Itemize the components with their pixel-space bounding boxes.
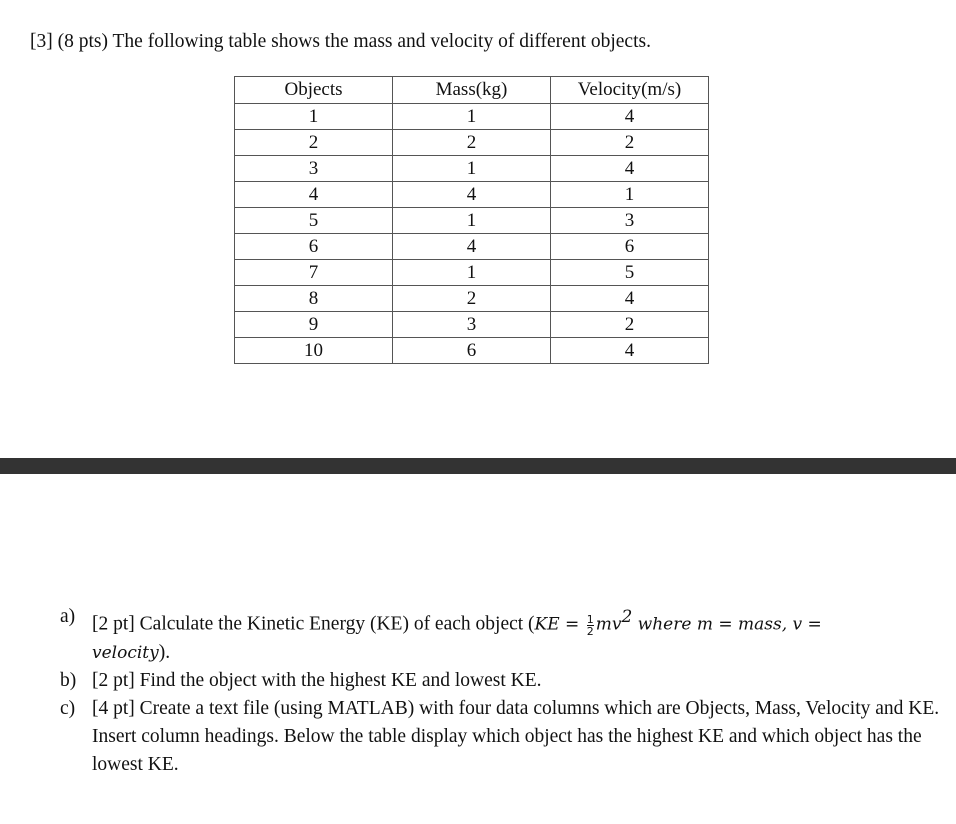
cell-object: 1 [235, 104, 393, 130]
header-velocity: Velocity(m/s) [551, 77, 709, 104]
cell-mass: 4 [393, 182, 551, 208]
cell-velocity: 4 [551, 104, 709, 130]
ke-formula-lhs: KE = [534, 614, 585, 635]
section-divider [0, 458, 956, 474]
cell-mass: 1 [393, 156, 551, 182]
table-row [235, 338, 709, 364]
cell-velocity: 4 [551, 286, 709, 312]
table-row [235, 286, 709, 312]
task-c [60, 695, 940, 779]
cell-mass: 2 [393, 286, 551, 312]
cell-mass: 6 [393, 338, 551, 364]
cell-object: 8 [235, 286, 393, 312]
table-row [235, 260, 709, 286]
fraction-denominator: 2 [586, 624, 594, 638]
fraction-numerator: 1 [586, 612, 594, 626]
ke-formula-fraction [587, 614, 594, 637]
data-table [234, 76, 709, 364]
table-body [235, 104, 709, 364]
task-list [60, 603, 940, 779]
cell-object: 3 [235, 156, 393, 182]
cell-object: 2 [235, 130, 393, 156]
cell-mass: 1 [393, 208, 551, 234]
header-objects: Objects [235, 77, 393, 104]
header-mass: Mass(kg) [393, 77, 551, 104]
cell-velocity: 3 [551, 208, 709, 234]
table-row [235, 104, 709, 130]
cell-mass: 2 [393, 130, 551, 156]
cell-velocity: 1 [551, 182, 709, 208]
task-c-text: [4 pt] Create a text file (using MATLAB) with four data columns which are Objects, Mass, Velocity and KE. Insert column headings. Below the table display which object has the highest KE and which object has the lowest KE. [92, 697, 940, 775]
task-a [60, 603, 940, 667]
ke-formula-rest: where m = mass, v = [632, 614, 822, 635]
cell-object: 10 [235, 338, 393, 364]
cell-mass: 1 [393, 260, 551, 286]
cell-velocity: 2 [551, 312, 709, 338]
table-row [235, 130, 709, 156]
task-a-text: [2 pt] Calculate the Kinetic Energy (KE) of each object ( [92, 613, 535, 635]
task-b-text: [2 pt] Find the object with the highest KE and lowest KE. [92, 669, 542, 691]
table-row [235, 208, 709, 234]
table-header-row [235, 77, 709, 104]
task-a-closing: ). [158, 641, 171, 663]
cell-velocity: 4 [551, 156, 709, 182]
cell-object: 4 [235, 182, 393, 208]
table-row [235, 312, 709, 338]
task-b-marker: b) [60, 669, 77, 691]
cell-velocity: 6 [551, 234, 709, 260]
question-heading: [3] (8 pts) The following table shows the mass and velocity of different objects. [30, 31, 651, 52]
table-row [235, 234, 709, 260]
task-c-marker: c) [60, 697, 76, 719]
ke-formula-exponent: 2 [621, 607, 633, 627]
cell-mass: 4 [393, 234, 551, 260]
cell-velocity: 5 [551, 260, 709, 286]
cell-velocity: 2 [551, 130, 709, 156]
ke-formula-mv: mv [595, 614, 622, 635]
cell-mass: 1 [393, 104, 551, 130]
cell-object: 9 [235, 312, 393, 338]
cell-object: 7 [235, 260, 393, 286]
cell-object: 5 [235, 208, 393, 234]
ke-formula-tail: velocity [92, 642, 159, 663]
cell-mass: 3 [393, 312, 551, 338]
task-b [60, 667, 940, 695]
task-a-marker: a) [60, 606, 76, 627]
cell-velocity: 4 [551, 338, 709, 364]
table-row [235, 156, 709, 182]
cell-object: 6 [235, 234, 393, 260]
table-row [235, 182, 709, 208]
